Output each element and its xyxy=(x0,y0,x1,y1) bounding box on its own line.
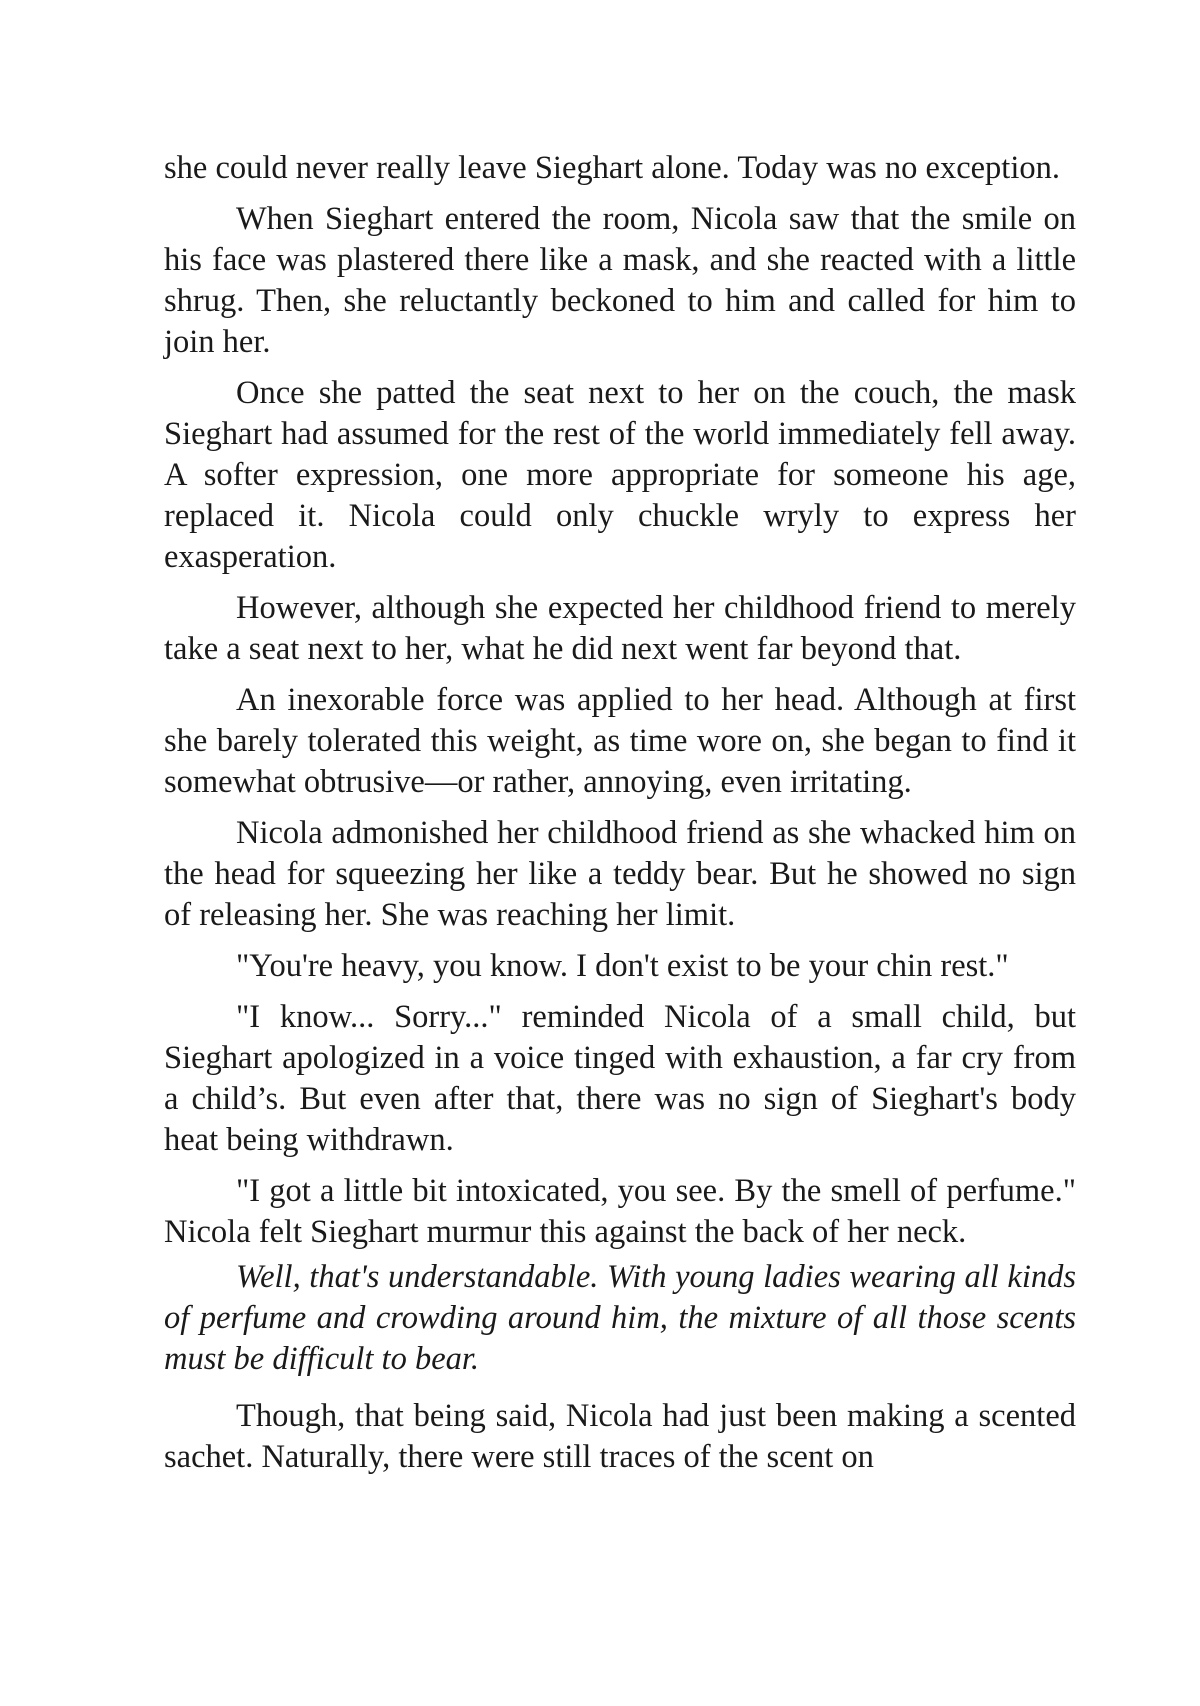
paragraph-sieghart-enters: When Sieghart entered the room, Nicola saw that the smile on his face was plastered there like a mask, and she reacted with a little shrug. Then, she reluctantly beckoned to him and called for him to join her. xyxy=(164,201,1076,360)
paragraph-childhood-friend: However, although she expected her childhood friend to merely take a seat next to her, what he did next went far beyond that. xyxy=(164,590,1076,667)
dialogue-sorry: "I know... Sorry..." reminded Nicola of a small child, but Sieghart apologized in a voice tinged with exhaustion, a far cry from a child’s. But even after that, there was no sign of Sieghart's body heat being withdrawn. xyxy=(164,999,1076,1158)
paragraph-couch: Once she patted the seat next to her on the couch, the mask Sieghart had assumed for the rest of the world immediately fell away. A softer expression, one more appropriate for someone his age, replaced it. Nicola could only chuckle wryly to express her exasperation. xyxy=(164,375,1076,575)
inner-thought-italic: Well, that's understandable. With young ladies wearing all kinds of perfume and crowding around him, the mixture of all those scents must be difficult to bear. xyxy=(164,1259,1076,1377)
book-page xyxy=(164,148,1076,1478)
dialogue-intoxicated: "I got a little bit intoxicated, you see. By the smell of perfume." Nicola felt Sieghart murmur this against the back of her neck. xyxy=(164,1173,1076,1250)
dialogue-heavy: "You're heavy, you know. I don't exist to be your chin rest." xyxy=(236,948,1009,984)
paragraph-inexorable-force: An inexorable force was applied to her head. Although at first she barely tolerated this weight, as time wore on, she began to find it somewhat obtrusive—or rather, annoying, even irritating. xyxy=(164,682,1076,800)
paragraph-continuation: she could never really leave Sieghart alone. Today was no exception. xyxy=(164,150,1060,186)
paragraph-scented-sachet: Though, that being said, Nicola had just been making a scented sachet. Naturally, there were still traces of the scent on xyxy=(164,1398,1076,1475)
paragraph-admonished: Nicola admonished her childhood friend as she whacked him on the head for squeezing her like a teddy bear. But he showed no sign of releasing her. She was reaching her limit. xyxy=(164,815,1076,933)
